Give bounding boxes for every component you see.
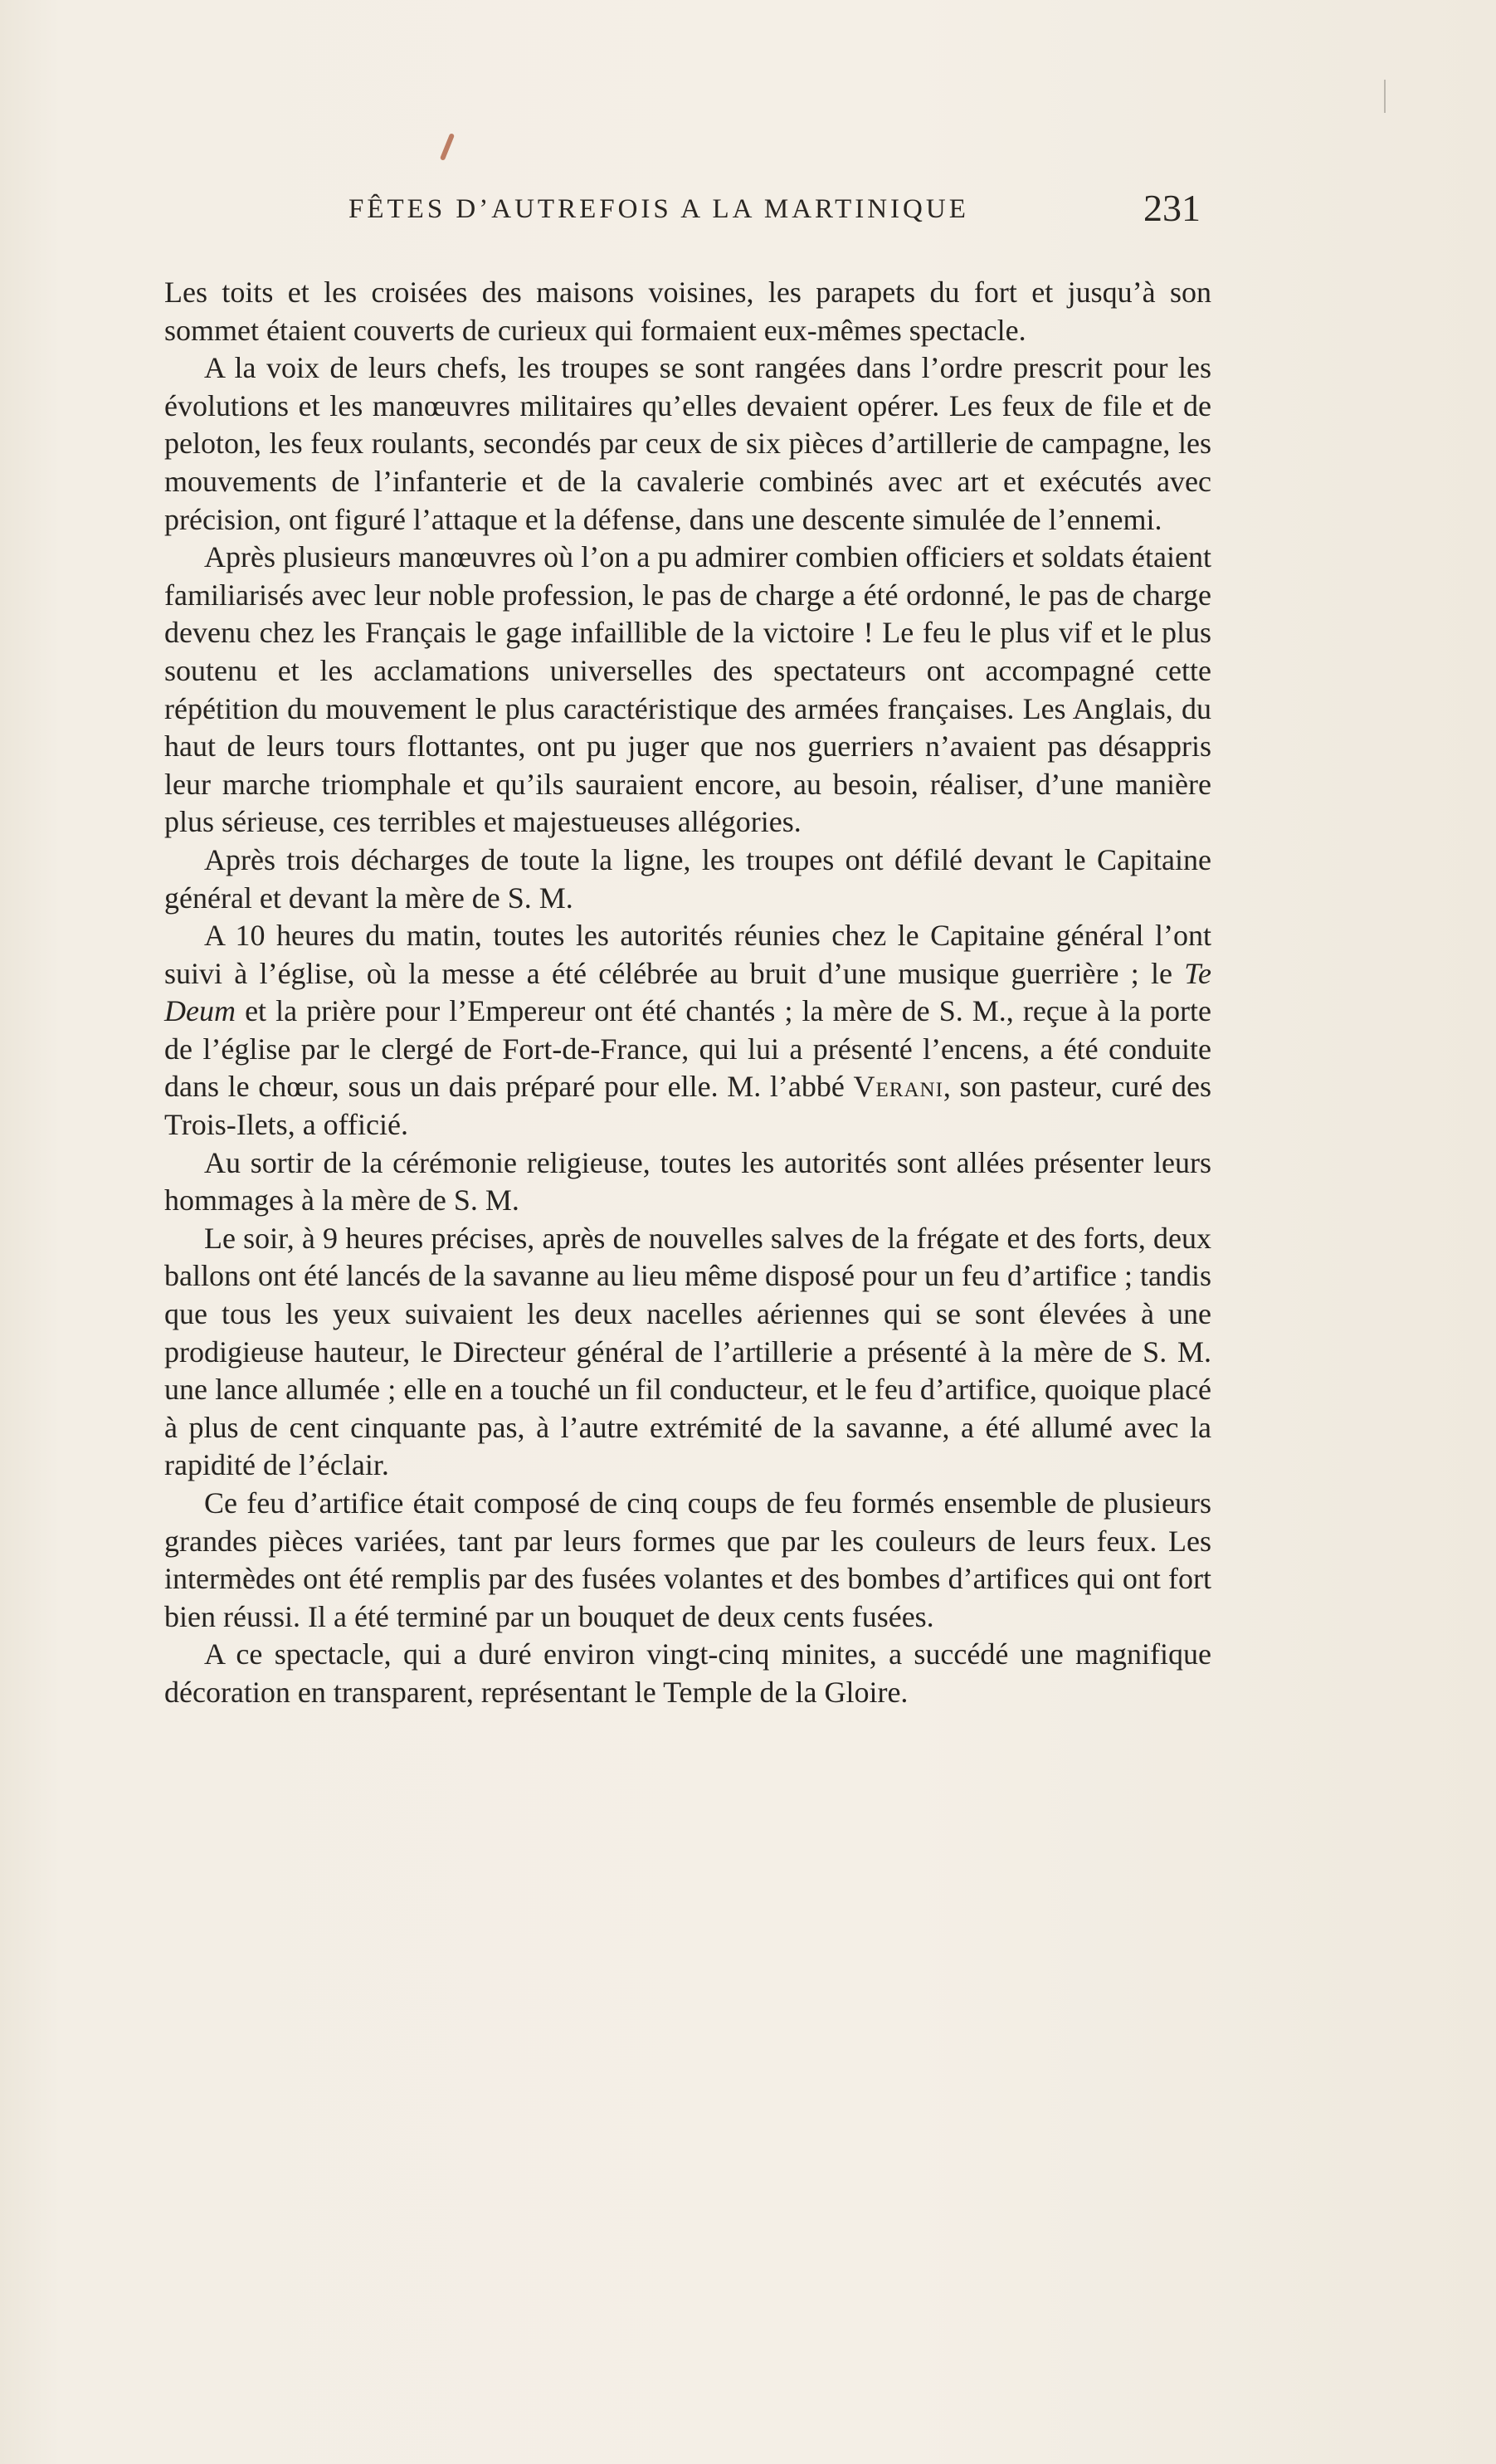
paragraph-text: et la prière pour l’Empereur ont été chantés ; la mère de S. M., reçue à la porte de l’église par le clergé de Fort-de-France, qui lui a présenté l’encens, a été conduite dans le chœur, sous un dais préparé pour elle. M. l’abbé bbox=[164, 994, 1211, 1104]
paragraph: Après trois décharges de toute la ligne, les troupes ont défilé devant le Capitaine général et devant la mère de S. M. bbox=[164, 842, 1211, 915]
paragraph: A ce spectacle, qui a duré environ vingt-cinq minites, a succédé une magnifique décoration en transparent, représentant le Temple de la Gloire. bbox=[164, 1637, 1211, 1709]
body-text bbox=[164, 274, 1211, 1712]
paragraph: Le soir, à 9 heures précises, après de nouvelles salves de la frégate et des forts, deux ballons ont été lancés de la savanne au lieu même disposé pour un feu d’artifice ; tandis que tous les yeux suivaient les deux nacelles aériennes qui se sont élevées à une prodigieuse hauteur, le Directeur général de l’artillerie a présenté à la mère de S. M. une lance allumée ; elle en a touché un fil conducteur, et le feu d’artifice, quoique placé à plus de cent cinquante pas, à l’autre extrémité de la savanne, a été allumé avec la rapidité de l’éclair. bbox=[164, 1221, 1211, 1482]
paragraph-text: , son pasteur, curé des Trois-Ilets, a officié. bbox=[164, 1070, 1211, 1142]
margin-mark bbox=[1384, 80, 1386, 113]
person-name: Verani bbox=[853, 1070, 943, 1104]
paragraph bbox=[164, 917, 1211, 1144]
paragraph: Après plusieurs manœuvres où l’on a pu admirer combien officiers et soldats étaient familiarisés avec leur noble profession, le pas de charge a été ordonné, le pas de charge devenu chez les Français le gage infaillible de la victoire ! Le feu le plus vif et le plus soutenu et les acclamations universelles des spectateurs ont accompagné cette répétition du mouvement le plus caractéristique des armées françaises. Les Anglais, du haut de leurs tours flottantes, ont pu juger que nos guerriers n’avaient pas désappris leur marche triomphale et qu’ils sauraient encore, au besoin, réaliser, d’une manière plus sérieuse, ces terribles et majestueuses allégories. bbox=[164, 540, 1211, 839]
paragraph-text: A 10 heures du matin, toutes les autorités réunies chez le Capitaine général l’ont suivi à l’église, où la messe a été célébrée au bruit d’une musique guerrière ; le bbox=[164, 919, 1211, 990]
paragraph: A la voix de leurs chefs, les troupes se sont rangées dans l’ordre prescrit pour les évolutions et les manœuvres militaires qu’elles devaient opérer. Les feux de file et de peloton, les feux roulants, secondés par ceux de six pièces d’artillerie de campagne, les mouvements de l’infanterie et de la cavalerie combinés avec art et exécutés avec précision, ont figuré l’attaque et la défense, dans une descente simulée de l’ennemi. bbox=[164, 351, 1211, 536]
page-number: 231 bbox=[1143, 187, 1201, 229]
paragraph: Les toits et les croisées des maisons voisines, les parapets du fort et jusqu’à son sommet étaient couverts de curieux qui formaient eux-mêmes spectacle. bbox=[164, 276, 1211, 347]
pencil-mark bbox=[440, 133, 455, 161]
running-head: FÊTES D’AUTREFOIS A LA MARTINIQUE bbox=[348, 194, 969, 224]
paragraph: Au sortir de la cérémonie religieuse, toutes les autorités sont allées présenter leurs hommages à la mère de S. M. bbox=[164, 1145, 1211, 1217]
paragraph: Ce feu d’artifice était composé de cinq coups de feu formés ensemble de plusieurs grandes pièces variées, tant par leurs formes que par les couleurs de leurs feux. Les intermèdes ont été remplis par des fusées volantes et des bombes d’artifices qui ont fort bien réussi. Il a été terminé par un bouquet de deux cents fusées. bbox=[164, 1486, 1211, 1633]
italic-title: Te Deum bbox=[164, 956, 1211, 1028]
